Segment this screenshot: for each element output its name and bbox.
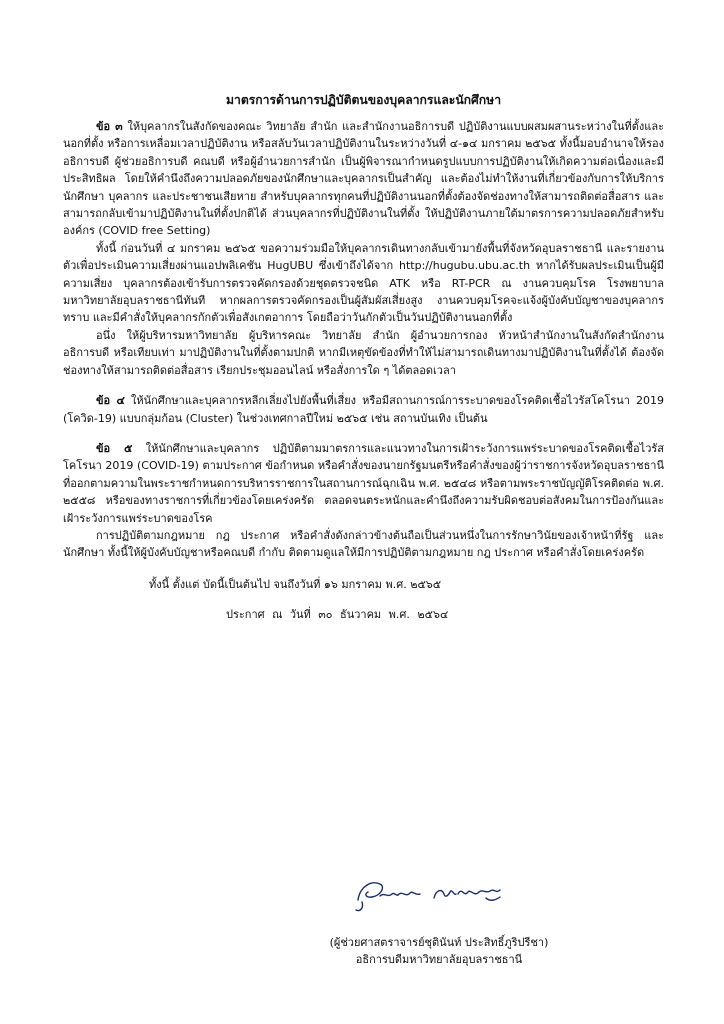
clause-3-label: ข้อ ๓ <box>96 120 123 133</box>
compliance-paragraph: การปฏิบัติตามกฎหมาย กฎ ประกาศ หรือคำสั่งดังกล่าวข้างต้นถือเป็นส่วนหนึ่งในการรักษาวินัยของเจ้าหน้าที่รัฐ และนักศึกษา ทั้งนี้ให้ผู้บังคับบัญชาหรือคณบดี กำกับ ติดตามดูแลให้มีการปฏิบัติตามกฎหมาย กฎ ประกาศ หรือคำสั่งโดยเคร่งครัด <box>63 528 664 560</box>
clause-3-paragraph <box>63 118 664 240</box>
announcement-date-line: ประกาศ ณ วันที่ ๓๐ ธันวาคม พ.ศ. ๒๕๖๔ <box>226 607 449 621</box>
clause-4-label: ข้อ ๔ <box>96 394 125 408</box>
document-title: มาตรการด้านการปฏิบัติตนของบุคลากรและนักศึกษา <box>225 93 502 107</box>
handwritten-signature <box>350 872 510 917</box>
clause-5-text: ให้นักศึกษาและบุคลากร ปฏิบัติตามมาตรการและแนวทางในการเฝ้าระวังการแพร่ระบาดของโรคติดเชื้อไวรัสโคโรนา 2019 (COVID-19) ตามประกาศ ข้อกำหนด หรือคำสั่งของนายกรัฐมนตรีหรือคำสั่งของผู้ว่าราชการจังหวัดอุบลราชธานี ที่ออกตามความในพระราชกำหนดการบริหารราชการในสถานการณ์ฉุกเฉิน พ.ศ. ๒๕๔๘ หรือตามพระราชบัญญัติโรคติดต่อ พ.ศ. ๒๕๕๘ หรือของทางราชการที่เกี่ยวข้องโดยเคร่งครัด ตลอดจนตระหนักและคำนึงถึงความรับผิดชอบต่อสังคมในการป้องกันและเฝ้าระวังการแพร่ระบาดของโรค <box>63 441 664 525</box>
clause-3-return-paragraph: ทั้งนี้ ก่อนวันที่ ๔ มกราคม ๒๕๖๕ ขอความร่วมมือให้บุคลากรเดินทางกลับเข้ามายังพื้นที่จังหวัดอุบลราชธานี และรายงานตัวเพื่อประเมินความเสี่ยงผ่านแอปพลิเคชัน HugUBU ซึ่งเข้าถึงได้จาก http://hugubu.ubu.ac.th หากได้รับผลประเมินเป็นผู้มีความเสี่ยง บุคลากรต้องเข้ารับการตรวจคัดกรองด้วยชุดตรวจชนิด ATK หรือ RT-PCR ณ งานควบคุมโรค โรงพยาบาลมหาวิทยาลัยอุบลราชธานีทันที หากผลการตรวจคัดกรองเป็นผู้สัมผัสเสี่ยงสูง งานควบคุมโรคจะแจ้งผู้บังคับบัญชาของบุคลากรทราบ และมีคำสั่งให้บุคลากรกักตัวเพื่อสังเกตอาการ โดยถือว่าวันกักตัวเป็นวันปฏิบัติงานนอกที่ตั้ง <box>63 241 664 325</box>
signer-position: อธิการบดีมหาวิทยาลัยอุบลราชธานี <box>355 953 523 966</box>
clause-4-text: ให้นักศึกษาและบุคลากรหลีกเลี่ยงไปยังพื้นที่เสี่ยง หรือมีสถานการณ์การระบาดของโรคติดเชื้อไวรัสโคโรนา 2019 (โควิด-19) แบบกลุ่มก้อน (Cluster) ในช่วงเทศกาลปีใหม่ ๒๕๖๕ เช่น สถานบันเทิง เป็นต้น <box>63 394 664 425</box>
clause-5-paragraph <box>63 440 664 527</box>
signature-image <box>350 872 510 917</box>
signer-name: (ผู้ช่วยศาสตราจารย์ชุตินันท์ ประสิทธิ์ภูริปรีชา) <box>329 936 549 949</box>
clause-3-text: ให้บุคลากรในสังกัดของคณะ วิทยาลัย สำนัก และสำนักงานอธิการบดี ปฏิบัติงานแบบผสมผสานระหว่างในที่ตั้งและนอกที่ตั้ง หรือการเหลื่อมเวลาปฏิบัติงาน หรือสลับวันเวลาปฏิบัติงานในระหว่างวันที่ ๔-๑๔ มกราคม ๒๕๖๕ ทั้งนี้มอบอำนาจให้รองอธิการบดี ผู้ช่วยอธิการบดี คณบดี หรือผู้อำนวยการสำนัก เป็นผู้พิจารณากำหนดรูปแบบการปฏิบัติงานให้เกิดความต่อเนื่องและมีประสิทธิผล โดยให้คำนึงถึงความปลอดภัยของนักศึกษาและบุคลากรเป็นสำคัญ และต้องไม่ทำให้งานที่เกี่ยวข้องกับการให้บริการนักศึกษา บุคลากร และประชาชนเสียหาย สำหรับบุคลากรทุกคนที่ปฏิบัติงานนอกที่ตั้งต้องจัดช่องทางให้สามารถติดต่อสื่อสาร และสามารถกลับเข้ามาปฏิบัติงานในที่ตั้งปกติได้ ส่วนบุคลากรที่ปฏิบัติงานในที่ตั้ง ให้ปฏิบัติงานภายใต้มาตรการความปลอดภัยสำหรับองค์กร (COVID free Setting) <box>63 120 664 238</box>
effective-date-line: ทั้งนี้ ตั้งแต่ บัดนี้เป็นต้นไป จนถึงวันที่ ๑๖ มกราคม พ.ศ. ๒๕๖๕ <box>149 577 442 591</box>
clause-5-label: ข้อ ๕ <box>96 441 133 455</box>
clause-3-executives-paragraph: อนึ่ง ให้ผู้บริหารมหาวิทยาลัย ผู้บริหารคณะ วิทยาลัย สำนัก ผู้อำนวยการกอง หัวหน้าสำนักงานในสังกัดสำนักงานอธิการบดี หรือเทียบเท่า มาปฏิบัติงานในที่ตั้งตามปกติ หากมีเหตุขัดข้องที่ทำให้ไม่สามารถเดินทางมาปฏิบัติงานในที่ตั้งได้ ต้องจัดช่องทางให้สามารถติดต่อสื่อสาร เรียกประชุมออนไลน์ หรือสั่งการใด ๆ ได้ตลอดเวลา <box>63 328 664 377</box>
clause-4-paragraph <box>63 392 664 427</box>
signer-block <box>289 934 589 968</box>
